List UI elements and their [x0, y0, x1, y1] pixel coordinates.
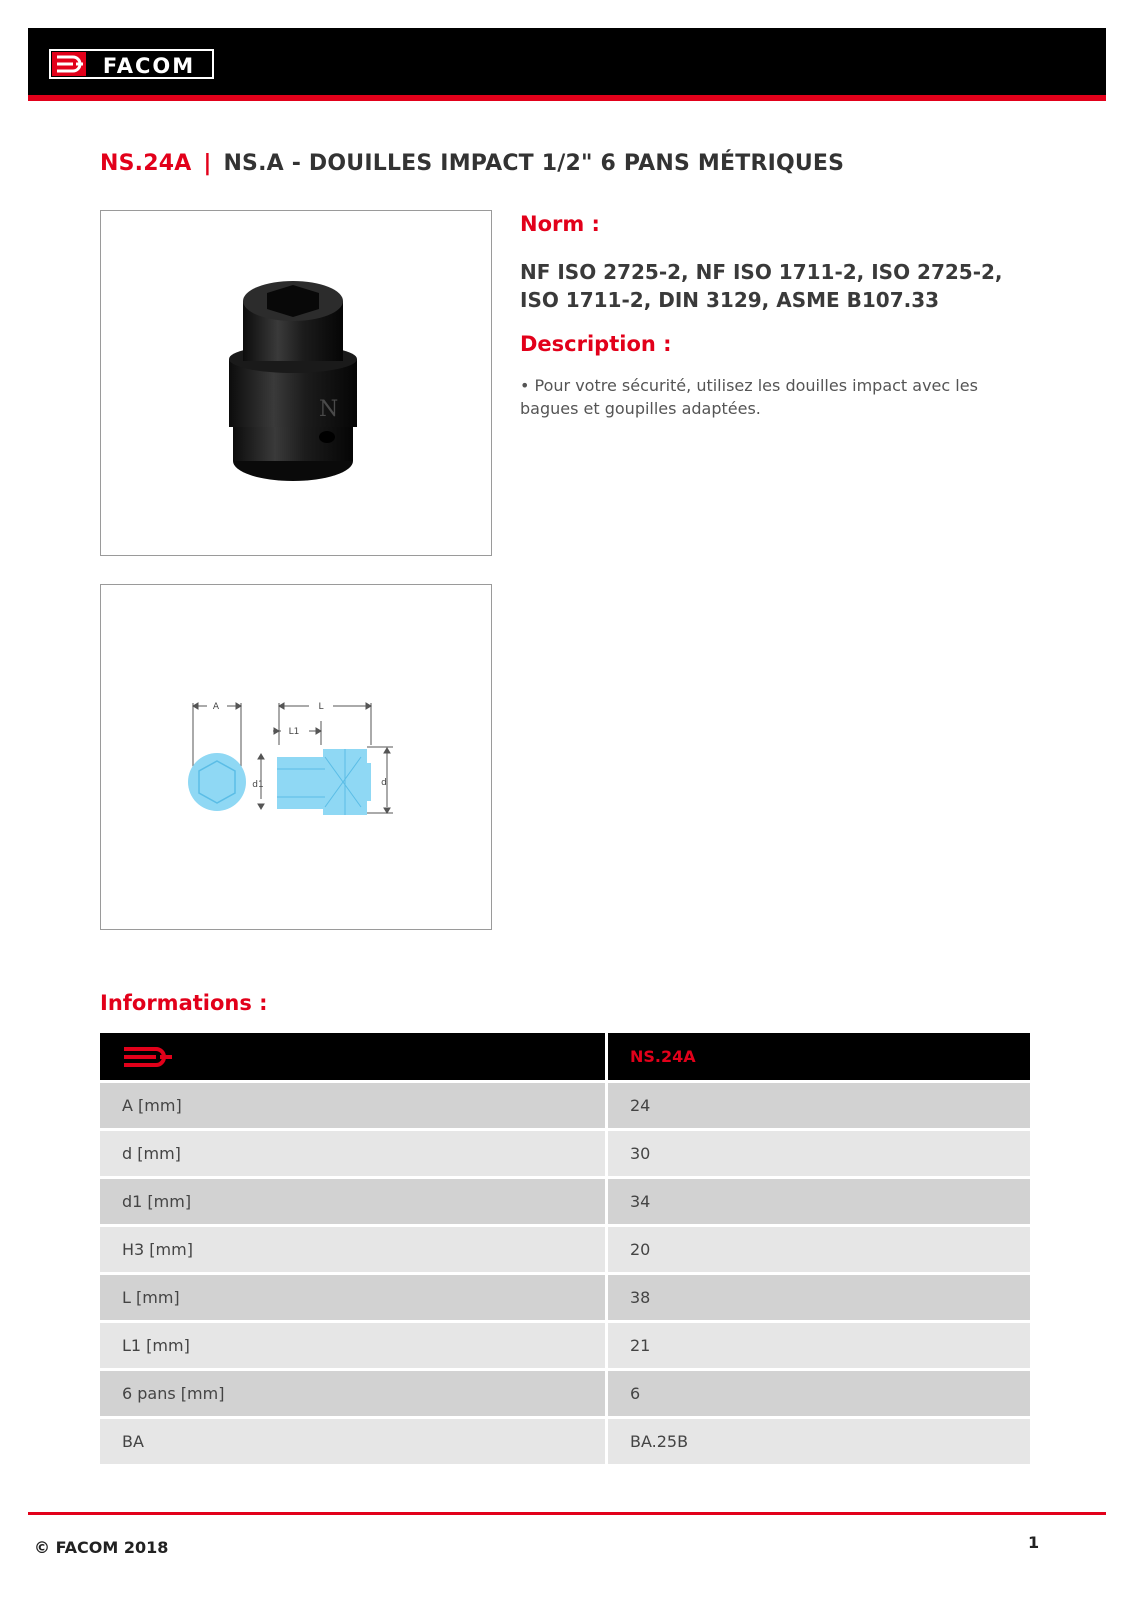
informations-table: [100, 1033, 1030, 1467]
title-separator: |: [203, 151, 212, 176]
table-row: [100, 1179, 1030, 1224]
table-row: [100, 1323, 1030, 1368]
table-row-label: A [mm]: [100, 1083, 605, 1128]
svg-text:N: N: [319, 397, 339, 422]
dimension-diagram-frame: [100, 584, 492, 930]
facom-logo-text: FACOM: [102, 54, 196, 78]
page-number: 1: [1028, 1533, 1040, 1552]
table-header-logo-cell: [100, 1033, 605, 1080]
diagram-label-l1: L1: [288, 727, 300, 737]
table-row: [100, 1371, 1030, 1416]
diagram-label-a: A: [212, 702, 220, 712]
page-title: [100, 151, 844, 176]
table-row-value: 24: [608, 1083, 1030, 1128]
facom-logo: [49, 49, 214, 79]
product-title: NS.A - DOUILLES IMPACT 1/2" 6 PANS MÉTRIQUES: [223, 151, 845, 176]
table-row-value: 34: [608, 1179, 1030, 1224]
description-label: Description :: [520, 332, 672, 356]
table-row-label: L1 [mm]: [100, 1323, 605, 1368]
table-row-value: BA.25B: [608, 1419, 1030, 1464]
footer-line: [28, 1512, 1106, 1515]
norm-label: Norm :: [520, 212, 600, 236]
table-header-row: [100, 1033, 1030, 1080]
diagram-label-l: L: [318, 702, 324, 712]
table-row-label: 6 pans [mm]: [100, 1371, 605, 1416]
diagram-label-d1: d1: [252, 780, 264, 790]
product-photo-frame: [100, 210, 492, 556]
table-row-label: BA: [100, 1419, 605, 1464]
table-row-value: 21: [608, 1323, 1030, 1368]
table-row: [100, 1131, 1030, 1176]
norm-text: NF ISO 2725-2, NF ISO 1711-2, ISO 2725-2, ISO 1711-2, DIN 3129, ASME B107.33: [520, 260, 1003, 312]
table-row-label: d [mm]: [100, 1131, 605, 1176]
table-row: [100, 1083, 1030, 1128]
table-row-label: H3 [mm]: [100, 1227, 605, 1272]
table-row: [100, 1227, 1030, 1272]
diagram-label-d: d: [381, 778, 387, 788]
impact-socket-photo: [101, 211, 491, 555]
dimension-diagram: [101, 585, 491, 929]
informations-label: Informations :: [100, 991, 268, 1015]
description-text: • Pour votre sécurité, utilisez les douilles impact avec les bagues et goupilles adaptées.: [520, 376, 978, 418]
product-code: NS.24A: [100, 151, 192, 176]
facom-emblem-icon: [122, 1046, 174, 1068]
table-row-value: 6: [608, 1371, 1030, 1416]
table-row: [100, 1275, 1030, 1320]
copyright-text: © FACOM 2018: [34, 1538, 169, 1557]
table-header-product-code: NS.24A: [608, 1033, 1030, 1080]
header-accent-line: [28, 95, 1106, 101]
table-row-value: 20: [608, 1227, 1030, 1272]
table-row: [100, 1419, 1030, 1464]
table-row-value: 30: [608, 1131, 1030, 1176]
table-row-label: d1 [mm]: [100, 1179, 605, 1224]
table-row-value: 38: [608, 1275, 1030, 1320]
table-row-label: L [mm]: [100, 1275, 605, 1320]
